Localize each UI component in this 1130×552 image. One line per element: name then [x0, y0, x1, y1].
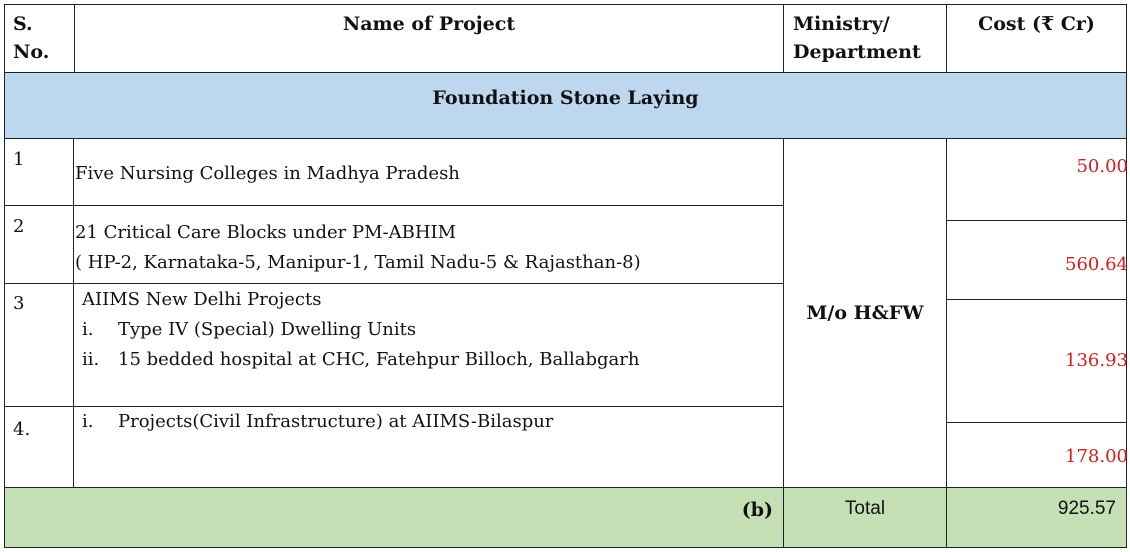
header-ministry-line1: Ministry/	[793, 13, 890, 35]
header-ministry-line2: Department	[793, 41, 921, 63]
row-3-item-1-text: Type IV (Special) Dwelling Units	[118, 319, 417, 340]
row-3-item-2-text: 15 bedded hospital at CHC, Fatehpur Billoch, Ballabgarh	[118, 349, 640, 370]
row-2-name	[75, 218, 780, 278]
row-4-name	[82, 407, 782, 437]
row-3-item-2	[82, 345, 782, 375]
row-4-item-1-text: Projects(Civil Infrastructure) at AIIMS-Bilaspur	[118, 411, 554, 432]
row-2-name-line1: 21 Critical Care Blocks under PM-ABHIM	[75, 222, 457, 243]
row-3-item-1	[82, 315, 782, 345]
row-2-sno: 2	[13, 216, 25, 237]
row-2-name-line2: ( HP-2, Karnataka-5, Manipur-1, Tamil Nadu-5 & Rajasthan-8)	[75, 252, 641, 273]
header-name: Name of Project	[342, 13, 516, 35]
header-cost: Cost (₹ Cr)	[978, 13, 1095, 35]
row-4-item-1-marker: i.	[82, 411, 94, 432]
total-b-label: (b)	[741, 499, 773, 521]
row-3-title: AIIMS New Delhi Projects	[82, 289, 322, 310]
row-3-cost: 136.93	[1065, 350, 1128, 371]
row-1-sno: 1	[13, 149, 25, 170]
row-1-cost: 50.00	[1076, 156, 1128, 177]
header-ministry	[793, 10, 945, 66]
total-label: Total	[844, 498, 886, 519]
ministry-cell: M/o H&FW	[806, 302, 924, 324]
header-sno-line1: S.	[13, 13, 33, 35]
row-4-item-1	[82, 407, 782, 437]
row-3-sno: 3	[13, 293, 25, 314]
row-4-cost: 178.00	[1065, 446, 1128, 467]
section-title: Foundation Stone Laying	[432, 87, 699, 109]
row-4-sno: 4.	[13, 419, 31, 440]
header-sno-line2: No.	[13, 41, 50, 63]
row-3-item-1-marker: i.	[82, 319, 94, 340]
row-1-name: Five Nursing Colleges in Madhya Pradesh	[75, 163, 460, 184]
total-value: 925.57	[1057, 498, 1116, 519]
row-2-cost: 560.64	[1065, 254, 1128, 275]
row-3-item-2-marker: ii.	[82, 349, 100, 370]
row-3-name	[82, 285, 782, 375]
header-sno	[13, 10, 73, 66]
